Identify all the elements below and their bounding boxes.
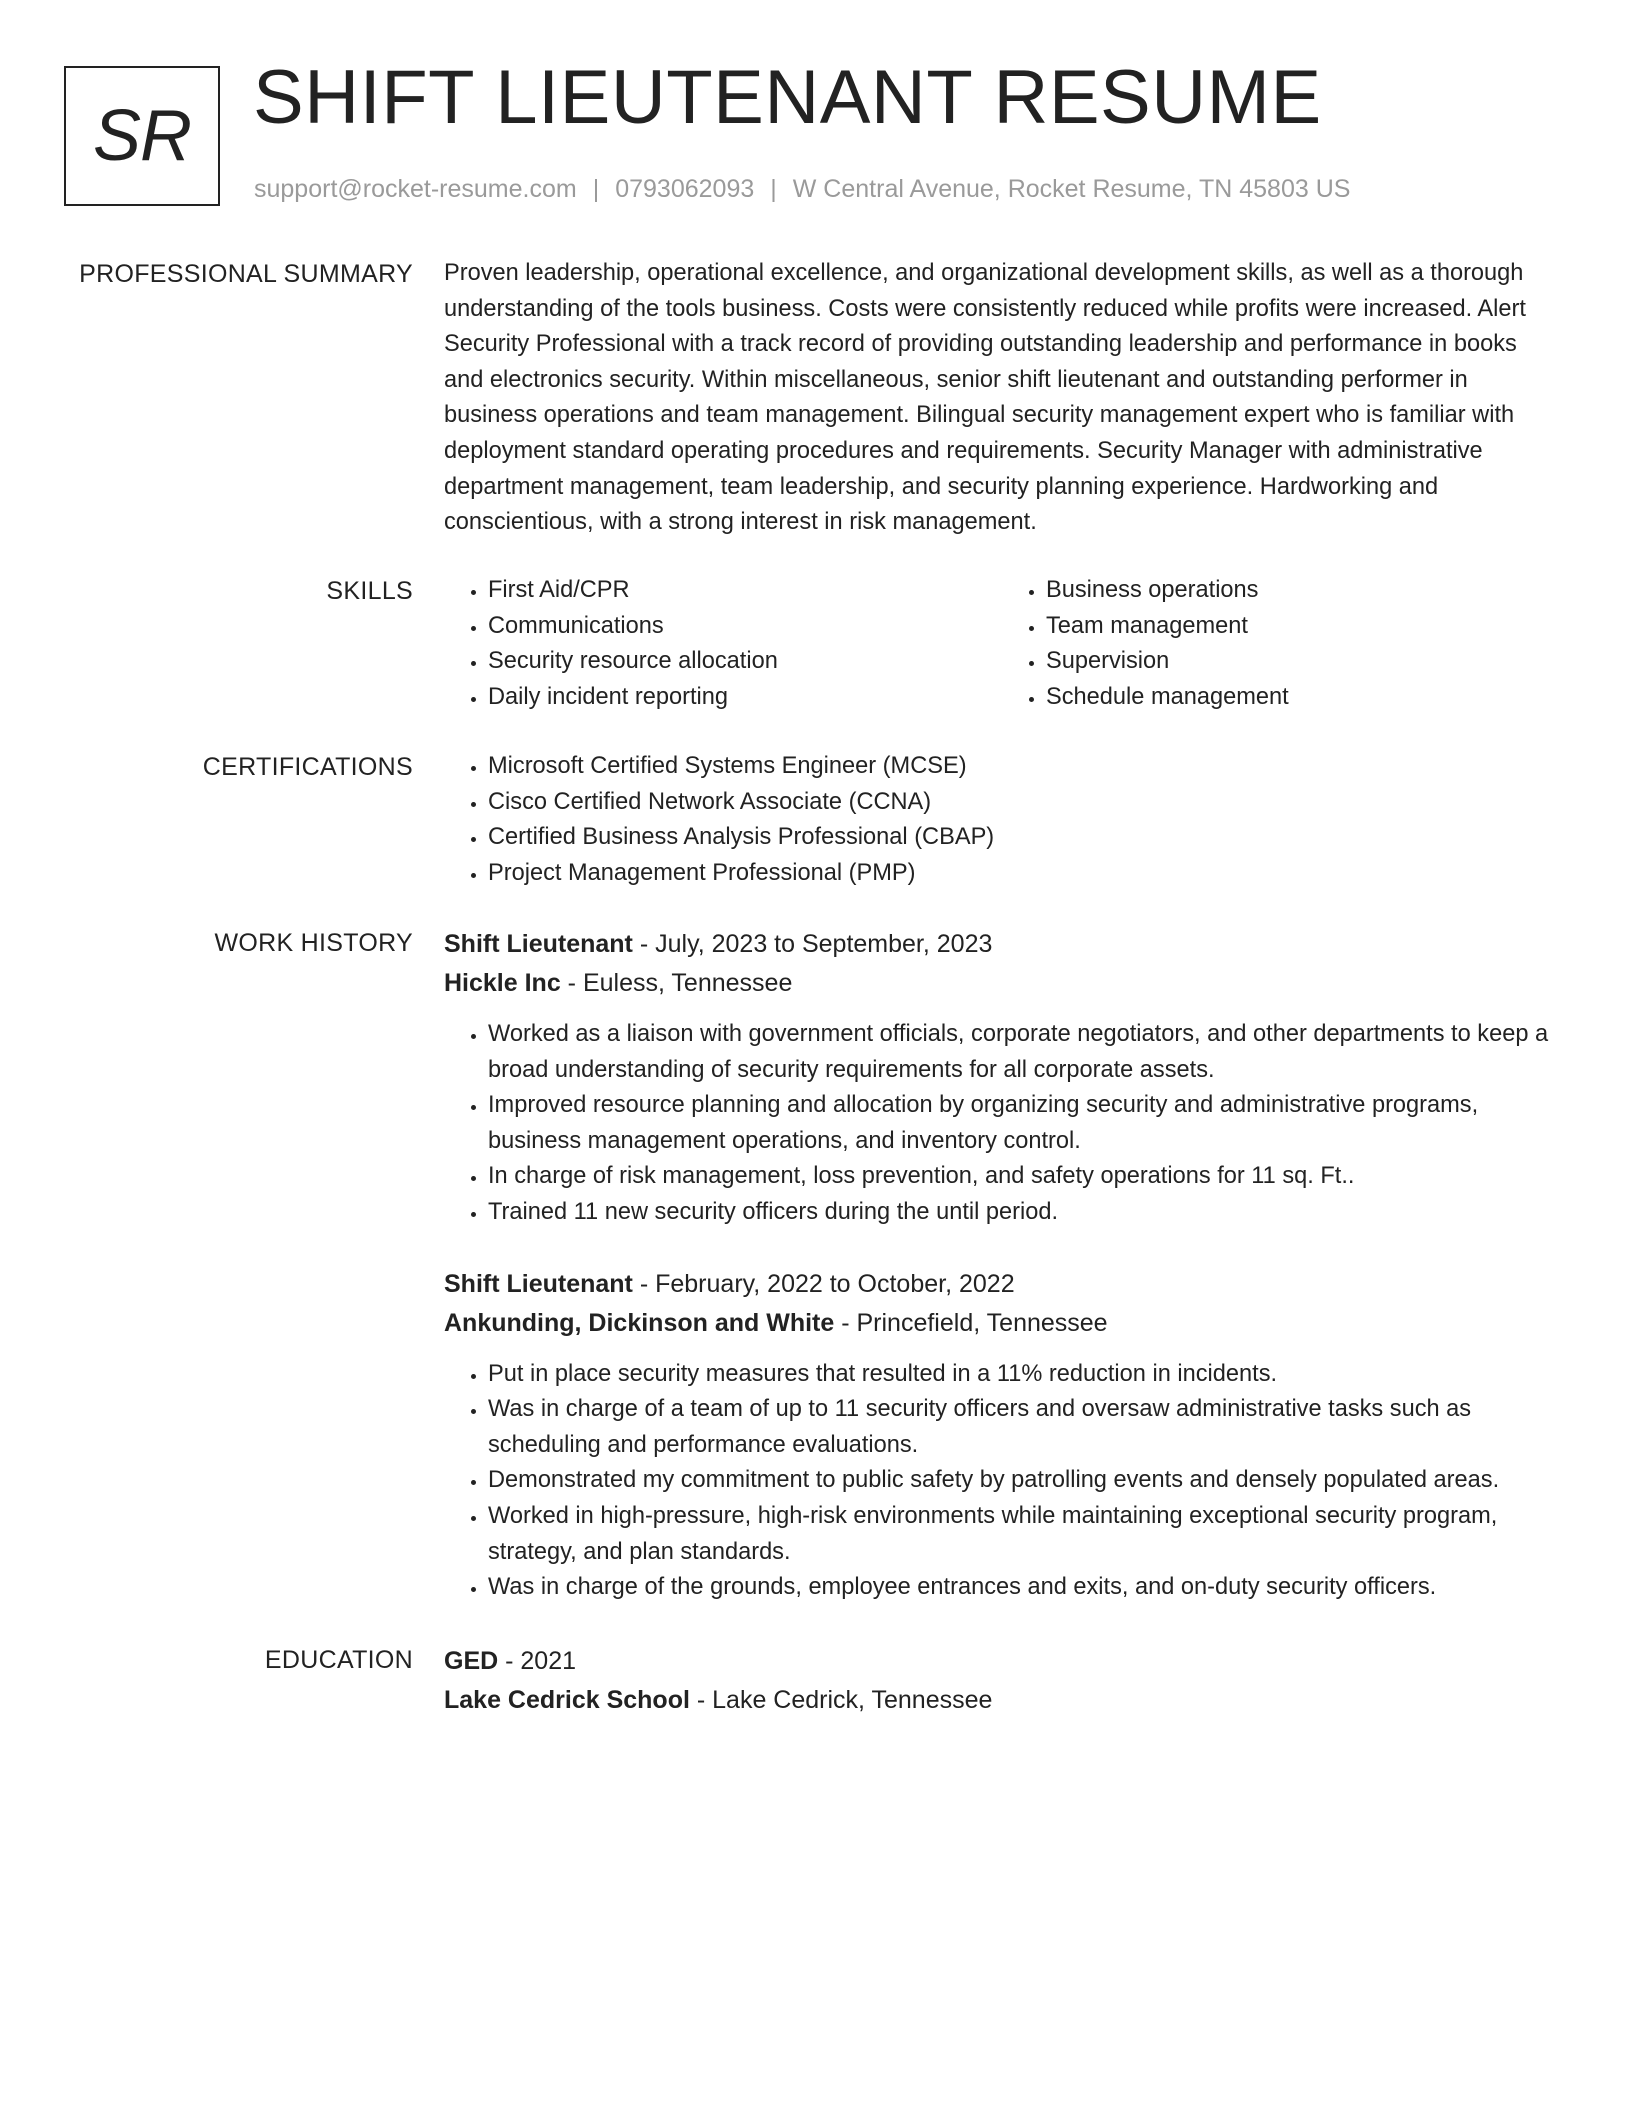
- section-label-work-history: WORK HISTORY: [214, 929, 413, 957]
- job-bullet: • Was in charge of a team of up to 11 security officers and oversaw administrative tasks such as scheduling and performance evaluations.: [488, 1392, 1560, 1463]
- monogram-badge: [64, 66, 220, 206]
- certification-item: • Project Management Professional (PMP): [488, 856, 1560, 892]
- skills-content: [444, 573, 1560, 715]
- job-bullets: [444, 1017, 1560, 1231]
- skills-list-left: [444, 573, 1002, 715]
- job-bullet: • Trained 11 new security officers during the until period.: [488, 1195, 1560, 1231]
- monogram-initials: SR: [92, 96, 192, 176]
- skill-item: • Supervision: [1046, 644, 1560, 680]
- job-company: Hickle Inc: [444, 969, 561, 997]
- job-bullet: • Was in charge of the grounds, employee entrances and exits, and on-duty security officers.: [488, 1570, 1560, 1606]
- summary-content: [444, 256, 1560, 541]
- job-location: - Princefield, Tennessee: [834, 1308, 1108, 1337]
- job-title-line: [444, 925, 1560, 964]
- job-dates: - July, 2023 to September, 2023: [632, 930, 993, 958]
- skills-list-right: [1002, 573, 1560, 715]
- job-bullet: • Worked in high-pressure, high-risk environments while maintaining exceptional security program, strategy, and plan standards.: [488, 1499, 1560, 1570]
- job-company-line: [444, 1304, 1560, 1343]
- job-entry: [444, 925, 1560, 1231]
- education-degree-line: [444, 1642, 1560, 1681]
- section-label-education: EDUCATION: [264, 1646, 413, 1674]
- job-bullets: [444, 1357, 1560, 1606]
- education-degree: GED: [444, 1647, 499, 1675]
- skill-item: • Schedule management: [1046, 680, 1560, 716]
- certification-item: • Microsoft Certified Systems Engineer (MCSE): [488, 749, 1560, 785]
- contact-address: W Central Avenue, Rocket Resume, TN 45803 US: [792, 175, 1351, 203]
- contact-separator: |: [770, 175, 777, 203]
- skill-item: • First Aid/CPR: [488, 573, 1002, 609]
- section-label-certifications: CERTIFICATIONS: [202, 753, 413, 781]
- certifications-list: [444, 749, 1560, 891]
- job-bullet: • Worked as a liaison with government officials, corporate negotiators, and other departments to keep a broad understanding of security requirements for all corporate assets.: [488, 1017, 1560, 1088]
- resume-title: SHIFT LIEUTENANT RESUME: [253, 55, 1322, 140]
- job-company-line: [444, 964, 1560, 1003]
- contact-line: [254, 172, 1350, 206]
- skill-item: • Business operations: [1046, 573, 1560, 609]
- education-year: - 2021: [498, 1647, 577, 1675]
- section-label-summary: PROFESSIONAL SUMMARY: [79, 260, 413, 288]
- job-entry: [444, 1265, 1560, 1606]
- job-bullet: • Improved resource planning and allocation by organizing security and administrative programs, business management operations, and inventory control.: [488, 1088, 1560, 1159]
- education-school-line: [444, 1681, 1560, 1720]
- job-title: Shift Lieutenant: [444, 1269, 633, 1298]
- education-content: [444, 1642, 1560, 1720]
- certification-item: • Certified Business Analysis Professional (CBAP): [488, 820, 1560, 856]
- skill-item: • Security resource allocation: [488, 644, 1002, 680]
- job-title-line: [444, 1265, 1560, 1304]
- summary-text: Proven leadership, operational excellence, and organizational development skills, as well as a thorough understanding of the tools business. Costs were consistently reduced while profits were increased. Alert Security Professional with a track record of providing outstanding leadership and performance in books and electronics security. Within miscellaneous, senior shift lieutenant and outstanding performer in business operations and team management. Bilingual security management expert who is familiar with deployment standard operating procedures and requirements. Security Manager with administrative department management, team leadership, and security planning experience. Hardworking and conscientious, with a strong interest in risk management.: [444, 260, 1526, 536]
- education-location: - Lake Cedrick, Tennessee: [689, 1686, 993, 1714]
- contact-separator: |: [592, 175, 600, 203]
- job-title: Shift Lieutenant: [444, 930, 633, 958]
- job-bullet: • Demonstrated my commitment to public safety by patrolling events and densely populated areas.: [488, 1463, 1560, 1499]
- job-company: Ankunding, Dickinson and White: [444, 1308, 835, 1337]
- skill-item: • Team management: [1046, 609, 1560, 645]
- section-label-skills: SKILLS: [326, 577, 413, 605]
- work-history-content: [444, 925, 1560, 1606]
- contact-phone: 0793062093: [615, 175, 755, 203]
- certification-item: • Cisco Certified Network Associate (CCNA): [488, 785, 1560, 821]
- job-bullet: • In charge of risk management, loss prevention, and safety operations for 11 sq. Ft..: [488, 1159, 1560, 1195]
- job-dates: - February, 2022 to October, 2022: [632, 1269, 1015, 1298]
- skill-item: • Communications: [488, 609, 1002, 645]
- education-school: Lake Cedrick School: [444, 1686, 690, 1714]
- certifications-content: [444, 749, 1560, 891]
- contact-email: support@rocket-resume.com: [254, 175, 577, 203]
- skill-item: • Daily incident reporting: [488, 680, 1002, 716]
- job-bullet: • Put in place security measures that resulted in a 11% reduction in incidents.: [488, 1357, 1560, 1393]
- job-location: - Euless, Tennessee: [560, 969, 793, 997]
